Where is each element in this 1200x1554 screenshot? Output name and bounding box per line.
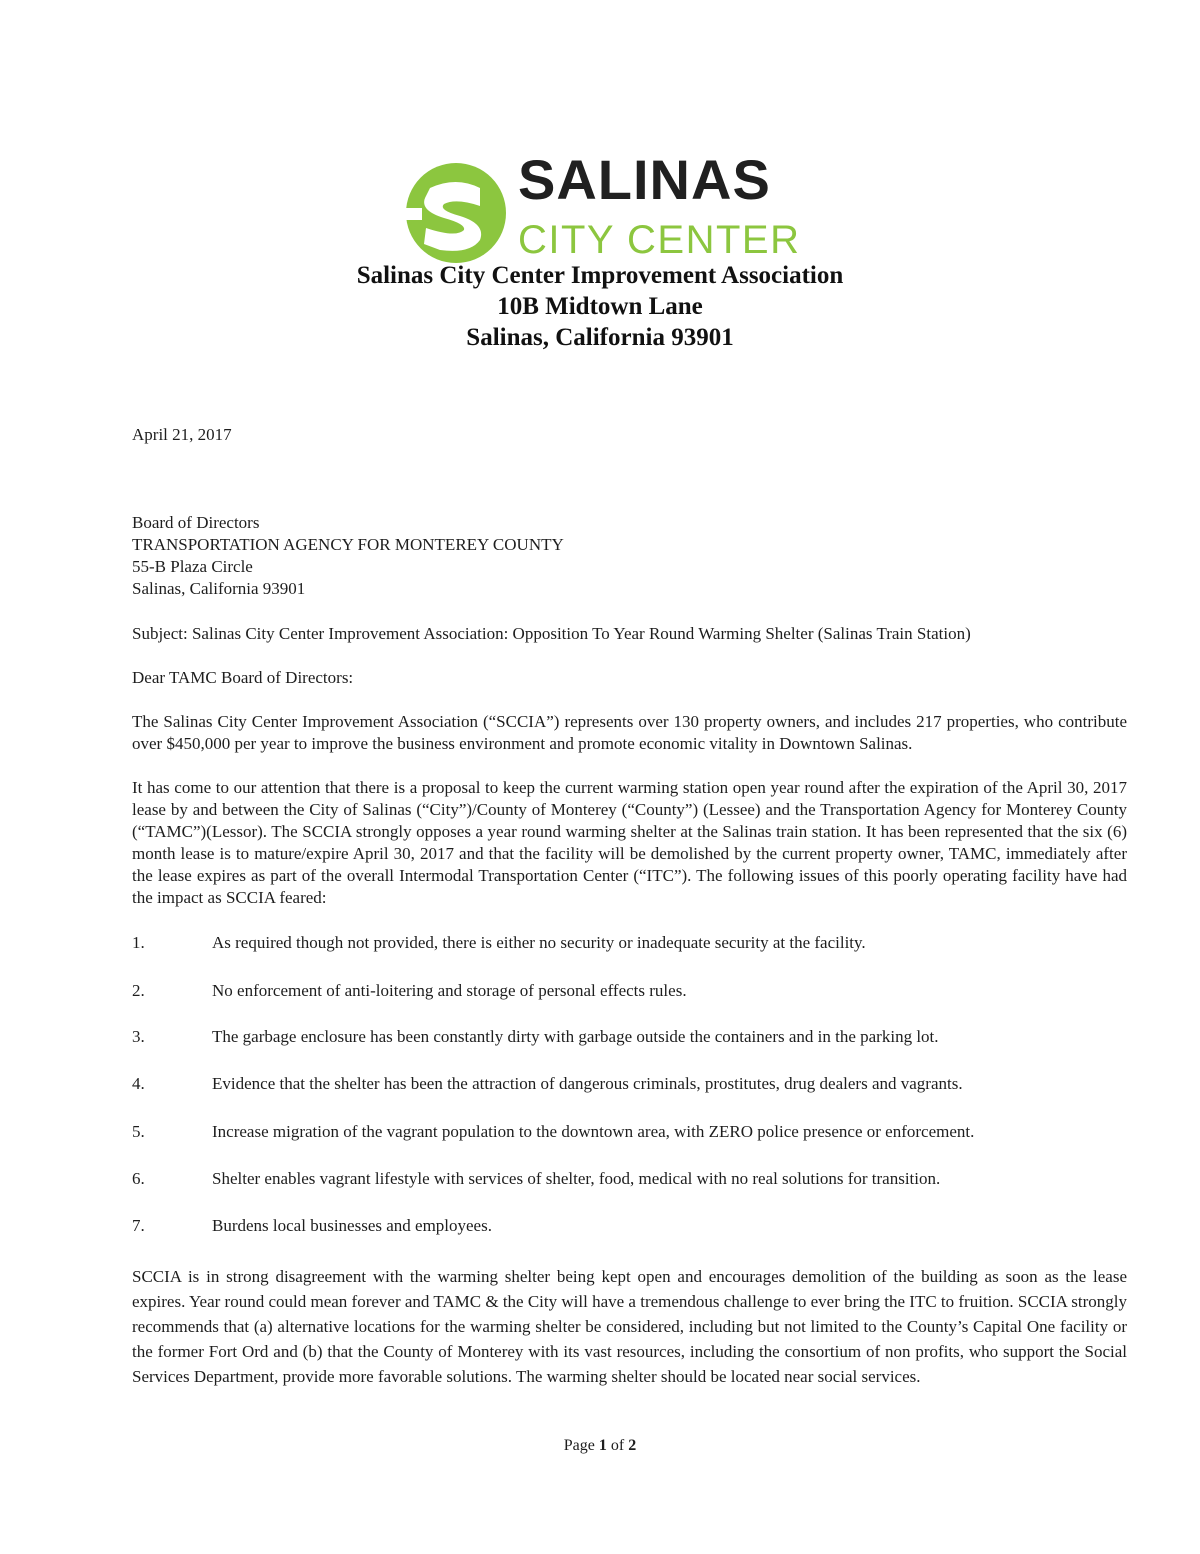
- issue-number: 5.: [132, 1122, 145, 1141]
- issue-list-item: [132, 1073, 963, 1095]
- issue-list-item: [132, 1026, 939, 1048]
- recipient-line: 55-B Plaza Circle: [132, 557, 253, 576]
- issue-list-item: [132, 1215, 492, 1237]
- issue-text: Increase migration of the vagrant population to the downtown area, with ZERO police presence or enforcement.: [212, 1122, 975, 1141]
- logo-wordmark: SALINAS: [518, 148, 771, 211]
- salinas-city-center-logo: [400, 148, 810, 268]
- logo-subtitle: CITY CENTER: [518, 218, 801, 262]
- issue-number: 1.: [132, 933, 145, 952]
- letter-date: April 21, 2017: [132, 425, 232, 444]
- issue-number: 3.: [132, 1027, 145, 1046]
- body-paragraph: SCCIA is in strong disagreement with the warming shelter being kept open and encourages demolition of the building as soon as the lease expires. Year round could mean forever and TAMC & the City will have a tremendous challenge to ever bring the ITC to fruition. SCCIA strongly recommends that (a) alternative locations for the warming shelter be considered, including but not limited to the County’s Capital One facility or the former Fort Ord and (b) that the County of Monterey with its vast resources, including the consortium of non profits, who support the Social Services Department, provide more favorable solutions. The warming shelter should be located near social services.: [132, 1267, 1127, 1386]
- issue-list-item: [132, 1121, 974, 1143]
- issue-text: Evidence that the shelter has been the attraction of dangerous criminals, prostitutes, drug dealers and vagrants.: [212, 1074, 963, 1093]
- page-number: 1: [598, 1437, 607, 1454]
- issue-text: The garbage enclosure has been constantly dirty with garbage outside the containers and in the parking lot.: [212, 1027, 939, 1046]
- recipient-address: [132, 512, 564, 600]
- body-paragraph: The Salinas City Center Improvement Association (“SCCIA”) represents over 130 property owners, and includes 217 properties, who contribute over $450,000 per year to improve the business environment and promote economic vitality in Downtown Salinas.: [132, 712, 1127, 753]
- page-word: Page: [563, 1437, 595, 1454]
- letterhead: [0, 260, 1200, 353]
- issue-text: As required though not provided, there is either no security or inadequate security at the facility.: [212, 933, 866, 952]
- issue-list-item: [132, 1168, 940, 1190]
- recipient-line: TRANSPORTATION AGENCY FOR MONTEREY COUNTY: [132, 535, 564, 554]
- body-paragraph: It has come to our attention that there is a proposal to keep the current warming station open year round after the expiration of the April 30, 2017 lease by and between the City of Salinas (“City”)/County of Monterey (“County”) (Lessee) and the Transportation Agency for Monterey County (“TAMC”)(Lessor). The SCCIA strongly opposes a year round warming shelter at the Salinas train station. It has been represented that the six (6) month lease is to mature/expire April 30, 2017 and that the facility will be demolished by the current property owner, TAMC, immediately after the lease expires as part of the overall Intermodal Transportation Center (“ITC”). The following issues of this poorly operating facility have had the impact as SCCIA feared:: [132, 778, 1127, 907]
- issue-list-item: [132, 980, 687, 1002]
- issue-text: No enforcement of anti-loitering and storage of personal effects rules.: [212, 981, 687, 1000]
- issue-number: 4.: [132, 1074, 145, 1093]
- salutation: Dear TAMC Board of Directors:: [132, 668, 354, 687]
- issue-list-item: [132, 932, 866, 954]
- letterhead-org-name: Salinas City Center Improvement Association: [356, 262, 844, 289]
- of-word: of: [610, 1437, 625, 1454]
- issue-number: 7.: [132, 1216, 145, 1235]
- page-footer: [0, 1437, 1200, 1455]
- issue-text: Burdens local businesses and employees.: [212, 1216, 492, 1235]
- letterhead-city: Salinas, California 93901: [466, 324, 734, 351]
- issue-text: Shelter enables vagrant lifestyle with services of shelter, food, medical with no real solutions for transition.: [212, 1169, 941, 1188]
- recipient-line: Board of Directors: [132, 513, 260, 532]
- issue-number: 2.: [132, 981, 145, 1000]
- page-total: 2: [628, 1437, 637, 1454]
- recipient-line: Salinas, California 93901: [132, 579, 306, 598]
- issue-number: 6.: [132, 1169, 145, 1188]
- subject-line: Subject: Salinas City Center Improvement Association: Opposition To Year Round Warming Shelter (Salinas Train Station): [132, 624, 971, 643]
- letterhead-street: 10B Midtown Lane: [497, 293, 703, 320]
- logo-s-mark-icon: [400, 158, 512, 268]
